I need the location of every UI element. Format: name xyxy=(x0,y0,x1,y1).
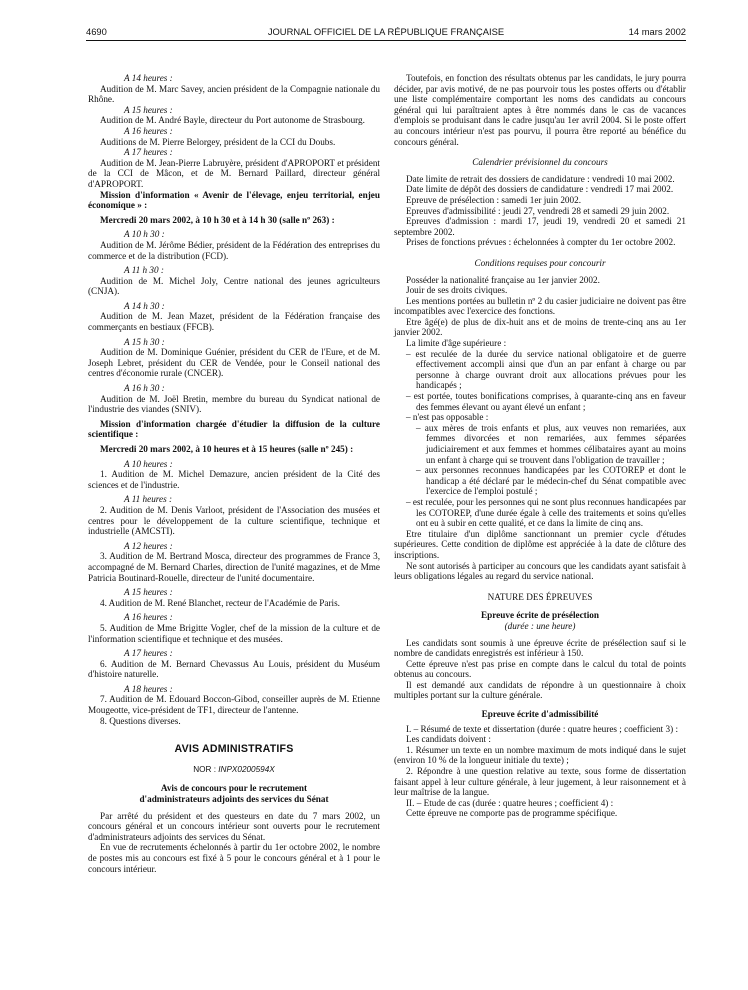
time-heading: A 10 h 30 : xyxy=(124,229,165,240)
calendar-item: Epreuve de présélection : samedi 1er juin 2002. xyxy=(406,194,582,205)
condition-item: Posséder la nationalité française au 1er janvier 2002. xyxy=(406,274,600,285)
age-limit-rule: – est reculée de la durée du service national obligatoire et de guerre effectivement accompli ainsi que d'un an par enfant à charge ou par personne à charge ouvrant droit aux allocations prévues pour les handicapés ; xyxy=(406,348,686,391)
calendar-item: Epreuves d'admission : mardi 17, jeudi 19, vendredi 20 et samedi 21 septembre 2002. xyxy=(394,216,686,237)
agenda-item: Audition de M. Jérôme Bédier, président de la Fédération des entreprises du commerce et de la distribution (FCD). xyxy=(88,239,380,261)
agenda-item: Audition de M. Jean-Pierre Labruyère, président d'APROPORT et président de la CCI de Mâcon, et de M. Bernard Paillard, directeur général d'APROPORT. xyxy=(88,157,380,189)
time-heading: A 16 heures : xyxy=(124,612,173,623)
page-header xyxy=(86,26,686,41)
time-heading: A 15 heures : xyxy=(124,104,173,115)
time-heading: A 15 heures : xyxy=(124,587,173,598)
nor-code: INPX0200594X xyxy=(218,764,275,774)
calendar-item: Epreuves d'admissibilité : jeudi 27, vendredi 28 et samedi 29 juin 2002. xyxy=(406,205,670,216)
left-column xyxy=(88,73,380,874)
paragraph: Les candidats doivent : xyxy=(406,734,491,745)
nature-heading: NATURE DES ÉPREUVES xyxy=(487,591,593,602)
agenda-item: 3. Audition de M. Bertrand Mosca, directeur des programmes de France 3, accompagné de M. Bernard Charles, direction de l'unité magazines, et de Mme Patricia Boutinard-Rouelle, directeur de l'unité documentaire. xyxy=(88,551,380,583)
agenda-item: 5. Audition de Mme Brigitte Vogler, chef de la mission de la culture et de l'information scientifique et technique et des musées. xyxy=(88,622,380,644)
paragraph: Cette épreuve n'est pas prise en compte dans le calcul du total de points obtenus au concours. xyxy=(394,658,686,680)
agenda-item: Audition de M. Dominique Guénier, président du CER de l'Eure, et de M. Joseph Lebret, président du CER de Vendée, pour le Conseil national des centres d'économie rurale (CNCER). xyxy=(88,347,380,379)
nor-reference xyxy=(88,765,380,776)
right-column xyxy=(394,73,686,819)
paragraph: 2. Répondre à une question relative au texte, sous forme de dissertation faisant appel à leur culture générale, à leur jugement, à leur raisonnement et à leur maîtrise de la langue. xyxy=(394,766,686,798)
time-heading: A 12 heures : xyxy=(124,540,173,551)
agenda-item: Audition de M. Michel Joly, Centre national des jeunes agriculteurs (CNJA). xyxy=(88,275,380,297)
agenda-item: Audition de M. Jean Mazet, président de la Fédération française des commerçants en bestiaux (FFCB). xyxy=(88,311,380,333)
time-heading: A 16 h 30 : xyxy=(124,383,165,394)
condition-item: Jouir de ses droits civiques. xyxy=(406,285,508,296)
time-heading: A 14 heures : xyxy=(124,73,173,83)
time-heading: A 18 heures : xyxy=(124,683,173,694)
time-heading: A 15 h 30 : xyxy=(124,336,165,347)
time-heading: A 14 h 30 : xyxy=(124,300,165,311)
notice-title xyxy=(88,783,380,804)
exam-heading: Epreuve écrite d'admissibilité xyxy=(481,709,599,720)
agenda-item: 8. Questions diverses. xyxy=(100,715,181,726)
condition-item: Etre âgé(e) de plus de dix-huit ans et de moins de trente-cinq ans au 1er janvier 2002. xyxy=(394,316,686,338)
session-date: Mercredi 20 mars 2002, à 10 h 30 et à 14 h 30 (salle nº 263) : xyxy=(100,214,335,225)
subsection-title: Conditions requises pour concourir xyxy=(474,257,606,268)
agenda-item: 4. Audition de M. René Blanchet, recteur de l'Académie de Paris. xyxy=(100,597,340,608)
paragraph: Par arrêté du président et des questeurs en date du 7 mars 2002, un concours général et un concours intérieur sont ouverts pour le recrutement d'administrateurs adjoints des services du Sénat. xyxy=(88,810,380,842)
time-heading: A 17 heures : xyxy=(124,648,173,659)
paragraph: Ne sont autorisés à participer au concours que les candidats ayant satisfait à leurs obligations légales au regard du service national. xyxy=(394,560,686,582)
page-number: 4690 xyxy=(86,26,107,37)
age-limit-rule: – n'est pas opposable : xyxy=(406,412,489,423)
nor-label: NOR : xyxy=(193,764,216,774)
exam-part: I. – Résumé de texte et dissertation (durée : quatre heures ; coefficient 3) : xyxy=(406,723,679,734)
agenda-item: Auditions de M. Pierre Belorgey, président de la CCI du Doubs. xyxy=(100,136,336,147)
section-title: AVIS ADMINISTRATIFS xyxy=(174,743,294,756)
paragraph: En vue de recrutements échelonnés à partir du 1er octobre 2002, le nombre de postes mis au concours est fixé à 5 pour le concours général et à 1 pour le concours intérieur. xyxy=(88,842,380,874)
calendar-item: Prises de fonctions prévues : échelonnées à compter du 1er octobre 2002. xyxy=(406,237,676,248)
issue-date: 14 mars 2002 xyxy=(628,26,686,37)
age-limit-exception: – aux mères de trois enfants et plus, aux veuves non remariées, aux femmes divorcées et non remariées, aux femmes séparées judiciairement et aux femmes et hommes célibataires ayant au moins un enfant à charge qui se trouvent dans l'obligation de travailler ; xyxy=(416,422,686,465)
time-heading: A 11 heures : xyxy=(124,494,173,505)
age-limit-exception: – aux personnes reconnues handicapées par les COTOREP et dont le handicap a été déclaré par le médecin-chef du Sénat compatible avec l'exercice de l'emploi postulé ; xyxy=(416,465,686,497)
paragraph: Etre titulaire d'un diplôme sanctionnant un premier cycle d'études supérieures. Cette condition de diplôme est appréciée à la date de clôture des inscriptions. xyxy=(394,528,686,560)
mission-heading: Mission d'information chargée d'étudier la diffusion de la culture scientifique : xyxy=(88,418,380,440)
condition-item: La limite d'âge supérieure : xyxy=(406,338,507,349)
agenda-item: Audition de M. André Bayle, directeur du Port autonome de Strasbourg. xyxy=(100,115,365,126)
exam-duration: (durée : une heure) xyxy=(504,620,576,631)
time-heading: A 10 heures : xyxy=(124,458,173,469)
condition-item: Les mentions portées au bulletin nº 2 du casier judiciaire ne doivent pas être incompatibles avec l'exercice des fonctions. xyxy=(394,295,686,317)
time-heading: A 11 h 30 : xyxy=(124,265,164,276)
exam-heading: Epreuve écrite de présélection xyxy=(481,610,599,621)
time-heading: A 17 heures : xyxy=(124,147,173,158)
agenda-item: 6. Audition de M. Bernard Chevassus Au Louis, président du Muséum d'histoire naturelle. xyxy=(88,658,380,680)
paragraph: Il est demandé aux candidats de répondre à un questionnaire à choix multiples portant sur la culture générale. xyxy=(394,679,686,701)
age-limit-rule: – est portée, toutes bonifications comprises, à quarante-cinq ans en faveur des femmes élevant ou ayant élevé un enfant ; xyxy=(406,391,686,412)
agenda-item: Audition de M. Joël Bretin, membre du bureau du Syndicat national de l'industrie des viandes (SNIV). xyxy=(88,393,380,415)
paragraph: Cette épreuve ne comporte pas de programme spécifique. xyxy=(406,808,618,819)
age-limit-rule: – est reculée, pour les personnes qui ne sont plus reconnues handicapées par les COTOREP, d'une durée égale à celle des traitements et soins qu'elles ont eu à subir en cette qualité, et ce dans la limite de cinq ans. xyxy=(406,496,686,529)
exam-part: II. – Etude de cas (durée : quatre heures ; coefficient 4) : xyxy=(406,797,614,808)
agenda-item: 7. Audition de M. Edouard Boccon-Gibod, conseiller auprès de M. Etienne Mougeotte, vice-président de TF1, directeur de l'antenne. xyxy=(88,694,380,716)
paragraph: 1. Résumer un texte en un nombre maximum de mots indiqué dans le sujet (environ 10 % de la longueur initiale du texte) ; xyxy=(394,744,686,766)
notice-title-line-1: Avis de concours pour le recrutement xyxy=(160,783,308,794)
time-heading: A 16 heures : xyxy=(124,125,173,136)
subsection-title: Calendrier prévisionnel du concours xyxy=(472,157,608,168)
calendar-item: Date limite de retrait des dossiers de candidature : vendredi 10 mai 2002. xyxy=(406,173,675,184)
mission-heading: Mission d'information « Avenir de l'élevage, enjeu territorial, enjeu économique » : xyxy=(88,189,380,211)
paragraph: Les candidats sont soumis à une épreuve écrite de présélection sauf si le nombre de candidats enregistrés est inférieur à 150. xyxy=(394,637,686,659)
notice-title-line-2: d'administrateurs adjoints des services du Sénat xyxy=(139,794,329,805)
session-date: Mercredi 20 mars 2002, à 10 heures et à 15 heures (salle nº 245) : xyxy=(100,444,354,454)
journal-title: JOURNAL OFFICIEL DE LA RÉPUBLIQUE FRANÇAISE xyxy=(267,26,505,37)
agenda-item: Audition de M. Marc Savey, ancien président de la Compagnie nationale du Rhône. xyxy=(88,83,380,105)
paragraph: Toutefois, en fonction des résultats obtenus par les candidats, le jury pourra décider, par avis motivé, de ne pas pourvoir tous les postes offerts ou d'établir une liste complémentaire comportant les noms des candidats au concours général qui lui paraîtraient aptes à être nommés dans le cas de vacances d'emplois se produisant dans le cadre jusqu'au 1er avril 2004. Si le poste offert au concours intérieur n'est pas pourvu, il pourra être reporté au bénéfice du concours général. xyxy=(394,73,686,147)
agenda-item: 2. Audition de M. Denis Varloot, président de l'Association des musées et centres pour le développement de la culture scientifique, technique et industrielle (AMCSTI). xyxy=(88,504,380,537)
agenda-item: 1. Audition de M. Michel Demazure, ancien président de la Cité des sciences et de l'industrie. xyxy=(88,469,380,490)
calendar-item: Date limite de dépôt des dossiers de candidature : vendredi 17 mai 2002. xyxy=(406,184,674,195)
